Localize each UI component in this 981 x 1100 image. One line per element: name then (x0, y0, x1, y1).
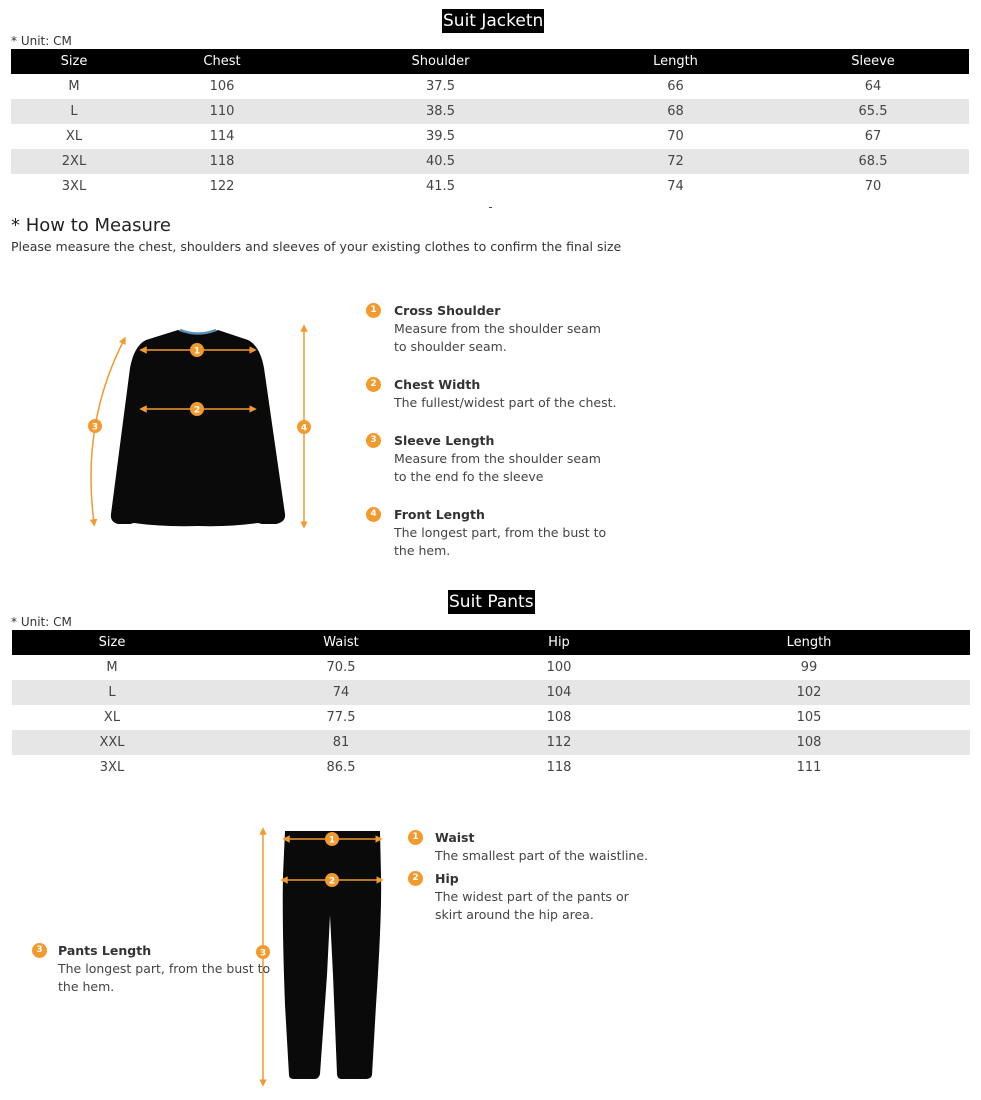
legend-item-waist (408, 829, 668, 865)
table-cell: 100 (546, 660, 572, 675)
table-cell: 38.5 (307, 99, 574, 124)
column-header: Chest (137, 49, 307, 74)
marker-2-icon (325, 873, 339, 887)
table-cell: 68 (574, 99, 777, 124)
legend-desc: The widest part of the pants or (435, 889, 629, 904)
svg-text:4: 4 (300, 423, 308, 434)
table-cell: 40.5 (307, 149, 574, 174)
table-cell: M (68, 79, 80, 94)
measure-subtitle: Please measure the chest, shoulders and sleeves of your existing clothes to confirm the final size (11, 239, 622, 254)
pants-unit-label: * Unit: CM (11, 615, 72, 629)
legend-desc: The smallest part of the waistline. (435, 848, 649, 863)
table-cell: 74 (212, 680, 470, 705)
svg-text:3: 3 (91, 422, 99, 433)
legend-title: Chest Width (394, 377, 481, 392)
table-cell: L (11, 99, 137, 124)
table-row (11, 74, 969, 99)
table-cell: 3XL (61, 179, 87, 194)
table-row (12, 655, 970, 680)
table-cell: 114 (209, 129, 235, 144)
column-header: Size (11, 49, 137, 74)
table-cell: 67 (864, 129, 882, 144)
svg-text:2: 2 (193, 405, 201, 416)
table-row (11, 174, 969, 199)
table-cell: 118 (546, 760, 572, 775)
table-cell: 99 (800, 660, 818, 675)
svg-text:1: 1 (328, 835, 336, 846)
number-badge-icon: 1 (408, 830, 423, 845)
pants-size-table (12, 630, 970, 780)
table-cell: 70.5 (326, 660, 356, 675)
jacket-size-table (11, 49, 969, 199)
table-cell: 70 (864, 179, 882, 194)
marker-2-icon (190, 402, 204, 416)
table-cell: 37.5 (426, 79, 455, 94)
table-cell: 106 (209, 79, 235, 94)
legend-title: Waist (435, 830, 475, 845)
table-cell: 3XL (99, 760, 125, 775)
table-row (11, 124, 969, 149)
legend-title: Hip (435, 871, 459, 886)
svg-text:1: 1 (193, 346, 201, 357)
svg-text:2: 2 (328, 876, 336, 887)
table-row (11, 99, 969, 124)
legend-item-chest-width (366, 376, 626, 412)
table-cell: 72 (574, 149, 777, 174)
column-header: Hip (470, 630, 648, 655)
table-row (11, 149, 969, 174)
column-header: Size (12, 630, 212, 655)
table-cell: 86.5 (326, 760, 356, 775)
table-cell: XXL (12, 730, 212, 755)
table-row (12, 755, 970, 780)
table-cell: 81 (212, 730, 470, 755)
legend-desc: the hem. (394, 543, 451, 558)
table-cell: 118 (137, 149, 307, 174)
legend-desc: to shoulder seam. (394, 339, 507, 354)
table-cell: 105 (796, 710, 822, 725)
table-cell: 70 (667, 129, 684, 144)
legend-desc: The longest part, from the bust to (58, 961, 271, 976)
table-row (12, 730, 970, 755)
legend-desc: to the end fo the sleeve (394, 469, 544, 484)
table-cell: M (106, 660, 118, 675)
column-header: Waist (212, 630, 470, 655)
table-header-row (11, 49, 969, 74)
legend-title: Sleeve Length (394, 433, 495, 448)
number-badge-icon: 3 (32, 943, 47, 958)
number-badge-icon: 1 (366, 303, 381, 318)
table-cell: 64 (864, 79, 882, 94)
table-cell: 68.5 (777, 149, 969, 174)
jacket-unit-label: * Unit: CM (11, 34, 72, 48)
table-cell: 65.5 (777, 99, 969, 124)
table-cell: 111 (796, 760, 822, 775)
column-header: Shoulder (307, 49, 574, 74)
table-cell: L (12, 680, 212, 705)
marker-3-icon (88, 419, 102, 433)
table-cell: 102 (648, 680, 970, 705)
table-cell: 110 (137, 99, 307, 124)
legend-desc: The longest part, from the bust to (394, 525, 607, 540)
legend-item-pants-length (32, 942, 272, 996)
table-cell: 41.5 (426, 179, 455, 194)
pants-title: Suit Pants (449, 592, 534, 612)
sweater-shape (111, 330, 285, 526)
number-badge-icon: 4 (366, 507, 381, 522)
table-cell: 74 (667, 179, 684, 194)
divider-dot (489, 207, 492, 208)
table-row (12, 705, 970, 730)
table-cell: XL (103, 710, 121, 725)
table-cell: 39.5 (426, 129, 455, 144)
number-badge-icon: 3 (366, 433, 381, 448)
table-cell: 77.5 (326, 710, 356, 725)
measure-heading: * How to Measure (11, 215, 172, 236)
svg-text:3: 3 (259, 948, 267, 959)
jacket-title: Suit Jacketn (443, 11, 544, 31)
legend-item-sleeve-length (366, 432, 626, 486)
legend-title: Cross Shoulder (394, 303, 501, 318)
table-cell: XL (65, 129, 83, 144)
legend-title: Front Length (394, 507, 485, 522)
column-header: Length (574, 49, 777, 74)
table-cell: 122 (209, 179, 235, 194)
number-badge-icon: 2 (366, 377, 381, 392)
table-cell: 2XL (11, 149, 137, 174)
column-header: Sleeve (777, 49, 969, 74)
table-cell: 66 (667, 79, 684, 94)
sweater-illustration (80, 318, 320, 533)
legend-desc: The fullest/widest part of the chest. (394, 395, 617, 410)
legend-desc: skirt around the hip area. (435, 907, 594, 922)
table-row (12, 680, 970, 705)
table-cell: 108 (546, 710, 572, 725)
legend-item-front-length (366, 506, 626, 560)
marker-1-icon (325, 832, 339, 846)
table-cell: 112 (470, 730, 648, 755)
table-header-row (12, 630, 970, 655)
legend-title: Pants Length (58, 943, 152, 958)
number-badge-icon: 2 (408, 871, 423, 886)
marker-4-icon (297, 420, 311, 434)
column-header: Length (648, 630, 970, 655)
marker-1-icon (190, 343, 204, 357)
legend-desc: Measure from the shoulder seam (394, 451, 601, 466)
legend-item-hip (408, 870, 668, 924)
legend-item-cross-shoulder (366, 302, 626, 356)
pants-shape (283, 831, 381, 1079)
table-cell: 104 (470, 680, 648, 705)
legend-desc: Measure from the shoulder seam (394, 321, 601, 336)
legend-desc: the hem. (58, 979, 115, 994)
table-cell: 108 (648, 730, 970, 755)
